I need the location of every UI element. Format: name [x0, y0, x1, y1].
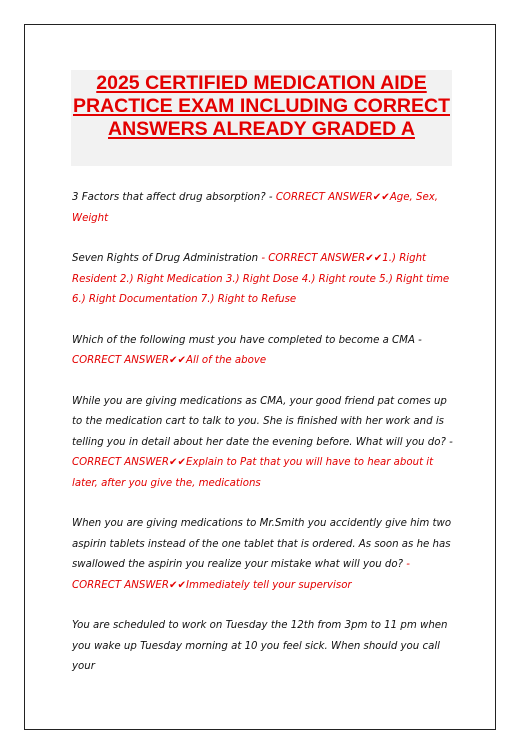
- question-text: Which of the following must you have completed to become a CMA -: [72, 334, 422, 346]
- question-answer-list: [72, 188, 458, 698]
- answer-text: CORRECT ANSWER✔✔Age, Sex, Weight: [72, 192, 439, 224]
- question-text: You are scheduled to work on Tuesday the 12th from 3pm to 11 pm when you wake up Tuesday morning at 10 you feel sick. When should you call your: [72, 620, 448, 672]
- qa-item-4: [72, 392, 458, 495]
- qa-item-1: [72, 188, 458, 229]
- title-banner: [71, 70, 452, 166]
- answer-text: - CORRECT ANSWER✔✔Immediately tell your supervisor: [72, 559, 410, 591]
- qa-item-6: [72, 616, 458, 678]
- answer-text: CORRECT ANSWER✔✔All of the above: [72, 355, 267, 366]
- qa-item-3: [72, 331, 458, 372]
- question-text: 3 Factors that affect drug absorption? -: [72, 192, 276, 203]
- answer-text: - CORRECT ANSWER✔✔1.) Right Resident 2.) Right Medication 3.) Right Dose 4.) Right route 5.) Right time 6.) Right Documentation 7.) Right to Refuse: [72, 253, 450, 305]
- answer-text: CORRECT ANSWER✔✔Explain to Pat that you will have to hear about it later, after you give the, medications: [72, 457, 434, 489]
- qa-item-2: [72, 249, 458, 311]
- qa-item-5: [72, 514, 458, 596]
- document-title: 2025 CERTIFIED MEDICATION AIDE PRACTICE EXAM INCLUDING CORRECT ANSWERS ALREADY GRADED A: [72, 72, 450, 140]
- question-text: Seven Rights of Drug Administration: [72, 253, 262, 264]
- question-text: While you are giving medications as CMA, your good friend pat comes up to the medication cart to talk to you. She is finished with her work and is telling you in detail about her date the evening before. What will you do? -: [72, 395, 453, 448]
- question-text: When you are giving medications to Mr.Smith you accidently give him two aspirin tablets instead of the one tablet that is ordered. As soon as he has swallowed the aspirin you realize your mistake what will you do?: [72, 518, 452, 570]
